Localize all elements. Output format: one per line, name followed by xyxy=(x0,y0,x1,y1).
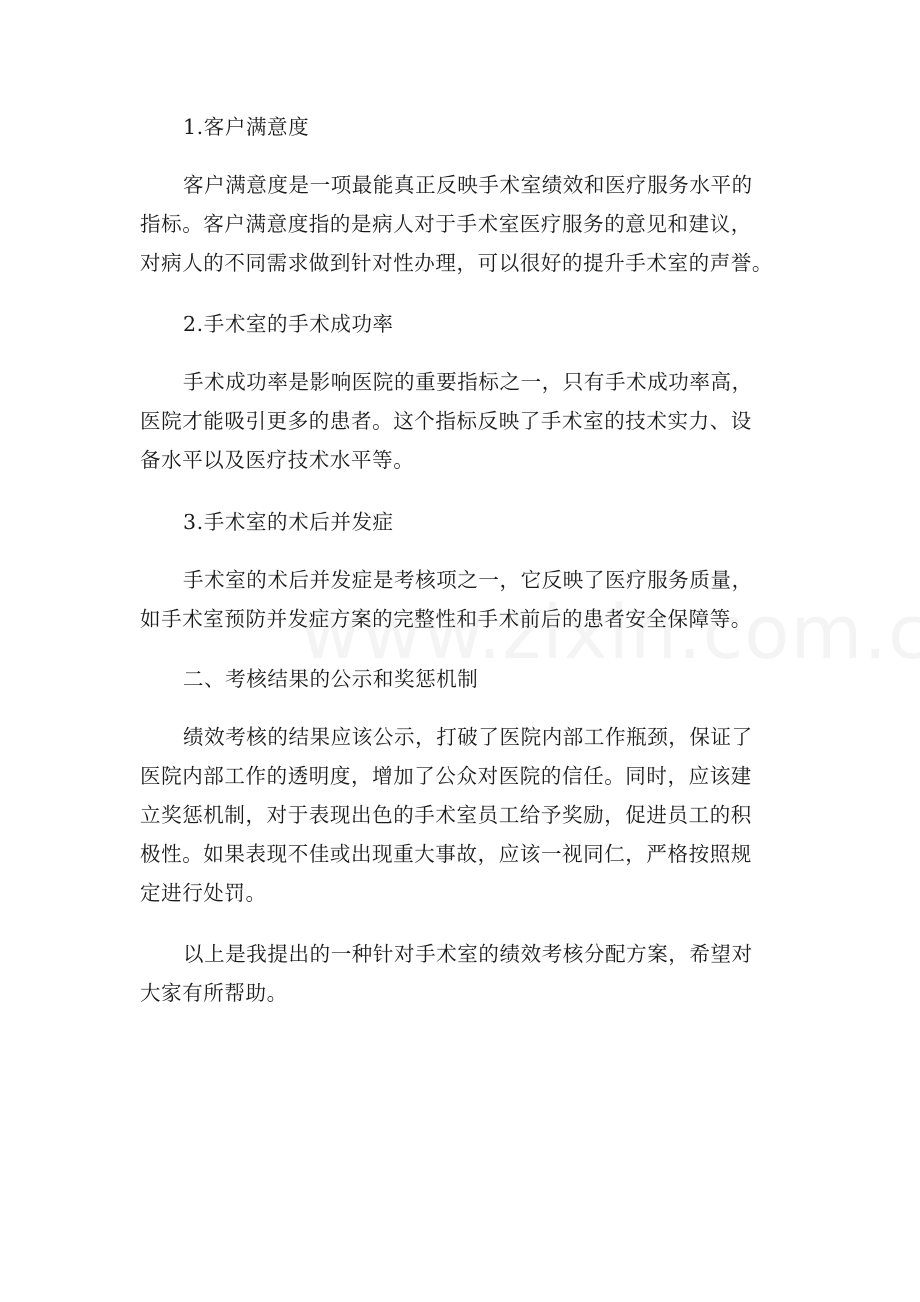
paragraph-line: 指标。客户满意度指的是病人对于手术室医疗服务的意见和建议， xyxy=(140,212,752,236)
heading-results-and-incentives: 二、考核结果的公示和奖惩机制 xyxy=(183,667,479,691)
paragraph-line: 极性。如果表现不佳或出现重大事故，应该一视同仁，严格按照规 xyxy=(140,842,752,866)
paragraph-line: 手术成功率是影响医院的重要指标之一，只有手术成功率高， xyxy=(183,370,753,394)
paragraph-line: 对病人的不同需求做到针对性办理，可以很好的提升手术室的声誉。 xyxy=(140,251,773,275)
paragraph-line: 客户满意度是一项最能真正反映手术室绩效和医疗服务水平的 xyxy=(183,173,753,197)
paragraph-line: 定进行处罚。 xyxy=(140,881,267,905)
paragraph-line: 绩效考核的结果应该公示，打破了医院内部工作瓶颈，保证了 xyxy=(183,725,753,749)
paragraph-line: 大家有所帮助。 xyxy=(140,981,288,1005)
paragraph-line: 立奖惩机制，对于表现出色的手术室员工给予奖励，促进员工的积 xyxy=(140,803,752,827)
heading-postoperative-complications: 3.手术室的术后并发症 xyxy=(183,510,394,534)
heading-surgery-success-rate: 2.手术室的手术成功率 xyxy=(183,312,394,336)
paragraph-line: 备水平以及医疗技术水平等。 xyxy=(140,448,415,472)
paragraph-line: 医院才能吸引更多的患者。这个指标反映了手术室的技术实力、设 xyxy=(140,409,752,433)
paragraph-line: 以上是我提出的一种针对手术室的绩效考核分配方案，希望对 xyxy=(183,942,753,966)
paragraph-line: 医院内部工作的透明度，增加了公众对医院的信任。同时，应该建 xyxy=(140,764,752,788)
heading-customer-satisfaction: 1.客户满意度 xyxy=(183,115,310,139)
paragraph-line: 手术室的术后并发症是考核项之一，它反映了医疗服务质量， xyxy=(183,568,753,592)
paragraph-line: 如手术室预防并发症方案的完整性和手术前后的患者安全保障等。 xyxy=(140,607,752,631)
